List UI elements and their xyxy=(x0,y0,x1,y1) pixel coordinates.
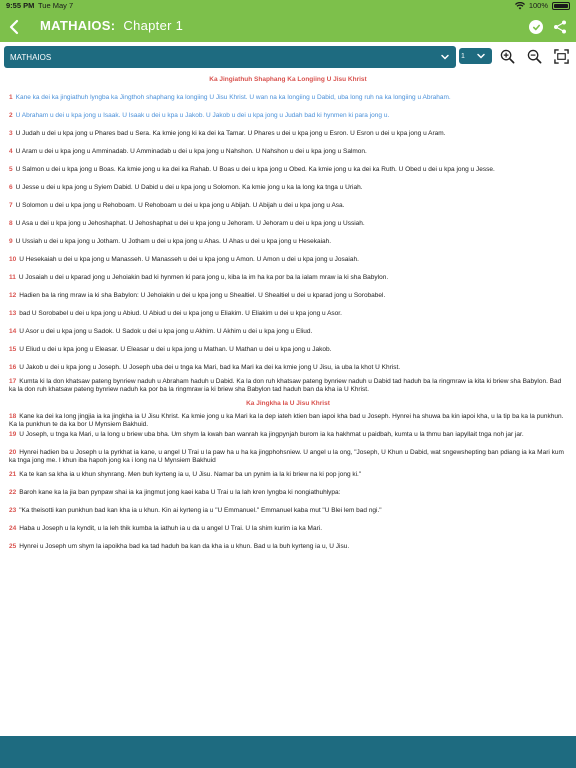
verse-text: U Solomon u dei u kpa jong u Rehoboam. U Rehoboam u dei u kpa jong u Abijah. U Abijah u dei u kpa jong u Asa. xyxy=(15,202,345,209)
verse-number: 20 xyxy=(9,449,17,456)
chapter-dropdown-value: 1 xyxy=(461,52,465,60)
battery-icon xyxy=(552,2,570,10)
share-icon[interactable] xyxy=(553,20,567,34)
verse-17[interactable] xyxy=(9,378,567,394)
verse-6[interactable] xyxy=(9,184,567,192)
verse-23[interactable] xyxy=(9,507,567,515)
verse-7[interactable] xyxy=(9,202,567,210)
verse-text: Haba u Joseph u la kyndit, u la leh thik kumba la iathuh ia u da u angel U Trai. U la shim kurim ia ka Mari. xyxy=(19,525,322,532)
verse-text: U Salmon u dei u kpa jong u Boas. Ka kmie jong u ka dei ka Rahab. U Boas u dei u kpa jong u Obed. Ka kmie jong u ka dei ka Ruth. U Obed u dei u kpa jong u Jesse. xyxy=(15,166,495,173)
verse-number: 2 xyxy=(9,112,13,119)
verse-19[interactable] xyxy=(9,431,567,439)
verse-3[interactable] xyxy=(9,130,567,138)
verse-15[interactable] xyxy=(9,346,567,354)
verse-8[interactable] xyxy=(9,220,567,228)
chevron-down-icon xyxy=(476,51,486,61)
verse-text: U Ussiah u dei u kpa jong u Jotham. U Jotham u dei u kpa jong u Ahas. U Ahas u dei u kpa jong u Hesekaiah. xyxy=(15,238,332,245)
book-dropdown[interactable] xyxy=(4,46,456,68)
verse-text: U Asa u dei u kpa jong u Jehoshaphat. U Jehoshaphat u dei u kpa jong u Jehoram. U Jehoram u dei u kpa jong u Ussiah. xyxy=(15,220,365,227)
verse-number: 10 xyxy=(9,256,17,263)
verse-text: Kumta ki la don khatsaw pateng bynriew naduh u Abraham haduh u Dabid. Ka la don ruh khatsaw pateng bynriew naduh u Dabid tad haduh ba la ringmraw ia kita ki briew sha Babylon. Bad ka la don ruh khatsaw pateng bynriew naduh ka por ba la ringmraw ia ki briew sha Babylon tad haduh ban da kha ia U Khrist. xyxy=(9,378,562,393)
verse-10[interactable] xyxy=(9,256,567,264)
status-right xyxy=(515,1,570,10)
status-date: Tue May 7 xyxy=(38,1,74,10)
back-button[interactable] xyxy=(6,18,22,36)
verse-text: Hynrei hadien ba u Joseph u la pyrkhat ia kane, u angel U Trai u la paw ha u ha ka jingphohsniew. U angel u la ong, "Joseph, U Khun u Dabid, wat sngewshepting ban pdiang ia ka Mari kum ka tnga jong me. I khun iba hapoh jong ka i long na U Mynsiem Bakhuid xyxy=(9,449,564,464)
verse-12[interactable] xyxy=(9,292,567,300)
verse-number: 12 xyxy=(9,292,17,299)
nav-bar xyxy=(0,12,576,42)
check-button[interactable] xyxy=(529,20,543,34)
verse-text: U Josaiah u dei u kparad jong u Jehoiakin bad ki hynmen ki para jong u, kiba la im ha ka por ba la ialam mraw ia ki sha Babylon. xyxy=(18,274,389,281)
fullscreen-icon[interactable] xyxy=(554,49,569,64)
verse-number: 17 xyxy=(9,378,17,385)
verse-text: U Jesse u dei u kpa jong u Syiem Dabid. U Dabid u dei u kpa jong u Solomon. Ka kmie jong u ka la long ka tnga u Uriah. xyxy=(15,184,363,191)
verse-text: Hynrei u Joseph um shym la iapoikha bad ka tad haduh ba kan da kha ia u khun. Bad u la buh kyrteng ia u, U Jisu. xyxy=(19,543,350,550)
verse-14[interactable] xyxy=(9,328,567,336)
verse-text: U Asor u dei u kpa jong u Sadok. U Sadok u dei u kpa jong u Akhim. U Akhim u dei u kpa jong u Eliud. xyxy=(19,328,313,335)
verse-number: 1 xyxy=(9,94,13,101)
verse-24[interactable] xyxy=(9,525,567,533)
reader-toolbar xyxy=(0,42,576,72)
verse-number: 7 xyxy=(9,202,13,209)
verse-5[interactable] xyxy=(9,166,567,174)
verse-4[interactable] xyxy=(9,148,567,156)
verse-text: Hadien ba la ring mraw ia ki sha Babylon: U Jehoiakin u dei u kpa jong u Shealtiel. U Shealtiel u dei u kparad jong u Sorobabel. xyxy=(19,292,386,299)
verse-number: 3 xyxy=(9,130,13,137)
verse-number: 14 xyxy=(9,328,17,335)
verse-11[interactable] xyxy=(9,274,567,282)
verse-number: 11 xyxy=(9,274,16,281)
verse-number: 22 xyxy=(9,489,17,496)
verse-number: 25 xyxy=(9,543,17,550)
verse-text: bad U Sorobabel u dei u kpa jong u Abiud. U Abiud u dei u kpa jong u Eliakim. U Eliakim u dei u kpa jong u Asor. xyxy=(19,310,342,317)
verse-text: Ka te kan sa kha ia u khun shynrang. Men buh kyrteng ia u, U Jisu. Namar ba un pynim ia la ki briew na ki pop jong ki." xyxy=(19,471,362,478)
verse-21[interactable] xyxy=(9,471,567,479)
verse-text: U Joseph, u tnga ka Mari, u la long u briew uba bha. Um shym la kwah ban wanrah ka jingpynjah burom ia ka hakhmat u paidbah, kumta u la thmu ban iapyllait tnga noh jar jar. xyxy=(19,431,524,438)
title-book: MATHAIOS: xyxy=(40,18,116,33)
section-heading: Ka Jingkha Ia U Jisu Khrist xyxy=(246,400,330,407)
verse-text: U Eliud u dei u kpa jong u Eleasar. U Eleasar u dei u kpa jong u Mathan. U Mathan u dei u kpa jong u Jakob. xyxy=(19,346,332,353)
verse-text: Kane ka dei ka long jingjia ia ka jingkha ia U Jisu Khrist. Ka kmie jong u ka Mari ka la dep iateh ktien ban iapoi kha bad u Joseph. Hynrei ha shuwa ba kin iapoi kha, u la tip ba ka la punkhun. Ka la punkhun te da ka bor U Mynsiem Bakhuid. xyxy=(9,413,564,428)
verse-18[interactable] xyxy=(9,413,567,429)
chevron-down-icon xyxy=(440,52,450,62)
verse-number: 4 xyxy=(9,148,13,155)
verse-text: U Jakob u dei u kpa jong u Joseph. U Joseph uba dei u tnga ka Mari, bad ka Mari ka dei ka kmie jong U Jisu, ia uba la khot U Khrist. xyxy=(19,364,401,371)
verse-25[interactable] xyxy=(9,543,567,551)
verse-number: 21 xyxy=(9,471,17,478)
battery-percent: 100% xyxy=(528,1,548,10)
zoom-out-icon[interactable] xyxy=(527,49,542,64)
zoom-in-icon[interactable] xyxy=(500,49,515,64)
book-dropdown-value: MATHAIOS xyxy=(10,52,52,62)
verse-text: U Aram u dei u kpa jong u Amminadab. U Amminadab u dei u kpa jong u Nahshon. U Nahshon u dei u kpa jong u Salmon. xyxy=(15,148,367,155)
verse-number: 15 xyxy=(9,346,17,353)
verse-number: 24 xyxy=(9,525,17,532)
verse-number: 13 xyxy=(9,310,17,317)
chevron-left-icon xyxy=(9,19,19,35)
verse-13[interactable] xyxy=(9,310,567,318)
verse-20[interactable] xyxy=(9,449,567,465)
verse-number: 23 xyxy=(9,507,17,514)
verse-number: 18 xyxy=(9,413,17,420)
verse-text: Kane ka dei ka jingiathuh lyngba ka Jingthoh shaphang ka longiing U Jisu Khrist. U wan na ka longiing u Dabid, uba long ruh na ka longiing u Abraham. xyxy=(15,94,451,101)
verse-9[interactable] xyxy=(9,238,567,246)
verse-text: U Abraham u dei u kpa jong u Isaak. U Isaak u dei u kpa u Jakob. U Jakob u dei u kpa jong u Judah bad ki hynmen ki para jong u. xyxy=(15,112,390,119)
section-heading: Ka Jingiathuh Shaphang Ka Longiing U Jisu Khrist xyxy=(209,76,367,83)
title-chapter: Chapter 1 xyxy=(123,18,184,33)
verse-number: 6 xyxy=(9,184,13,191)
verse-16[interactable] xyxy=(9,364,567,372)
verse-1[interactable] xyxy=(9,94,567,102)
chapter-dropdown[interactable] xyxy=(459,48,492,64)
status-bar xyxy=(0,0,576,12)
wifi-icon xyxy=(515,2,525,10)
verse-text: U Judah u dei u kpa jong u Phares bad u Sera. Ka kmie jong ki ka dei ka Tamar. U Phares u dei u kpa jong u Esron. U Esron u dei u kpa jong u Aram. xyxy=(15,130,446,137)
verse-number: 16 xyxy=(9,364,17,371)
verse-number: 9 xyxy=(9,238,13,245)
chapter-content xyxy=(0,72,576,736)
verse-2[interactable] xyxy=(9,112,567,120)
checkmark-icon xyxy=(532,23,541,32)
verse-number: 5 xyxy=(9,166,13,173)
verse-number: 19 xyxy=(9,431,17,438)
bottom-bar xyxy=(0,736,576,768)
verse-text: Baroh kane ka la jia ban pynpaw shai ia ka jingmut jong kaei kaba U Trai u la lah kren lyngba ki nongiathuhlypa: xyxy=(19,489,341,496)
page-title xyxy=(40,18,183,33)
verse-text: "Ka theisotti kan punkhun bad kan kha ia u khun. Kin ai kyrteng ia u "U Emmanuel." Emmanuel kaba mut "U Blei lem bad ngi." xyxy=(19,507,382,514)
verse-text: U Hesekaiah u dei u kpa jong u Manasseh. U Manasseh u dei u kpa jong u Amon. U Amon u dei u kpa jong u Josaiah. xyxy=(19,256,359,263)
verse-number: 8 xyxy=(9,220,13,227)
status-time: 9:55 PM xyxy=(6,1,35,10)
verse-22[interactable] xyxy=(9,489,567,497)
